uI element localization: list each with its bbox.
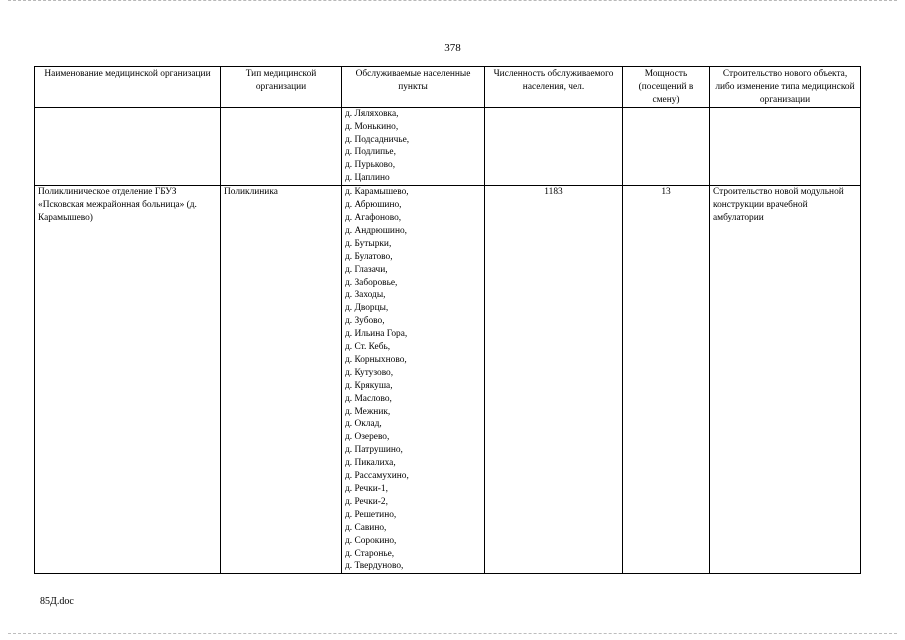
settlement-item: д. Савино, — [345, 522, 387, 533]
cell-population: 1183 — [485, 186, 623, 574]
cell-organization — [35, 107, 221, 185]
settlement-item: д. Булатово, — [345, 251, 393, 262]
settlement-item: д. Сорокино, — [345, 535, 397, 546]
settlement-item: д. Крякуша, — [345, 380, 393, 391]
settlement-item: д. Речки-1, — [345, 484, 388, 494]
cell-settlements — [342, 107, 485, 185]
settlement-item: д. Заборовье, — [345, 277, 398, 288]
settlement-item: д. Корныхново, — [345, 354, 407, 365]
settlement-item: д. Бутырки, — [345, 238, 392, 249]
settlement-item: д. Патрушино, — [345, 445, 403, 456]
settlement-item: д. Ляляховка, — [345, 108, 399, 119]
settlement-item: д. Глазачи, — [345, 264, 388, 275]
settlement-item: д. Оклад, — [345, 419, 382, 430]
scan-top-edge — [8, 0, 897, 3]
facilities-table — [34, 66, 861, 574]
settlement-item: д. Цаплино — [345, 173, 390, 184]
cell-construction: Строительство новой модульной конструкции врачебной амбулатории — [710, 186, 861, 574]
settlement-item: д. Межник, — [345, 406, 391, 417]
settlement-item: д. Ст. Кебь, — [345, 342, 391, 353]
table-row — [35, 107, 861, 185]
table-row — [35, 186, 861, 574]
settlement-item: д. Подсадничье, — [345, 134, 410, 145]
settlement-item: д. Маслово, — [345, 393, 392, 404]
settlement-item: д. Агафоново, — [345, 212, 402, 223]
settlement-item: д. Монькино, — [345, 121, 399, 132]
settlement-item: д. Твердуново, — [345, 561, 404, 572]
settlement-item: д. Андрюшино, — [345, 225, 407, 236]
cell-settlements — [342, 186, 485, 574]
scan-bottom-edge — [8, 633, 897, 636]
cell-capacity — [623, 107, 710, 185]
header-type: Тип медицинской организации — [221, 67, 342, 108]
cell-type: Поликлиника — [221, 186, 342, 574]
settlement-item: д. Кутузово, — [345, 367, 394, 378]
settlement-list — [345, 108, 481, 185]
settlement-item: д. Озерево, — [345, 432, 390, 443]
page-number: 378 — [444, 42, 461, 54]
settlement-item: д. Карамышево, — [345, 187, 409, 198]
settlement-list — [345, 186, 481, 573]
settlement-item: д. Ильина Гора, — [345, 329, 408, 340]
settlement-item: д. Заходы, — [345, 290, 386, 301]
settlement-item: д. Подлипье, — [345, 147, 396, 158]
settlement-item: д. Абрюшино, — [345, 200, 402, 211]
cell-capacity: 13 — [623, 186, 710, 574]
settlement-item: д. Речки-2, — [345, 496, 388, 507]
cell-population — [485, 107, 623, 185]
settlement-item: д. Дворцы, — [345, 303, 389, 314]
cell-construction — [710, 107, 861, 185]
header-organization: Наименование медицинской организации — [35, 67, 221, 108]
settlement-item: д. Рассамухино, — [345, 471, 409, 482]
header-capacity: Мощность (посещений в смену) — [623, 67, 710, 108]
table-header-row — [35, 67, 861, 108]
header-settlements: Обслуживаемые населенные пункты — [342, 67, 485, 108]
cell-type — [221, 107, 342, 185]
settlement-item: д. Пикалиха, — [345, 458, 396, 469]
settlement-item: д. Зубово, — [345, 316, 385, 327]
settlement-item: д. Пурьково, — [345, 160, 396, 171]
header-construction: Строительство нового объекта, либо изменение типа медицинской организации — [710, 67, 861, 108]
settlement-item: д. Староньe, — [345, 548, 395, 559]
header-population: Численность обслуживаемого населения, чел. — [485, 67, 623, 108]
settlement-item: д. Решетино, — [345, 509, 397, 520]
document-filename: 85Д.doc — [40, 596, 74, 607]
cell-organization: Поликлиническое отделение ГБУЗ «Псковская межрайонная больница» (д. Карамышево) — [35, 186, 221, 574]
